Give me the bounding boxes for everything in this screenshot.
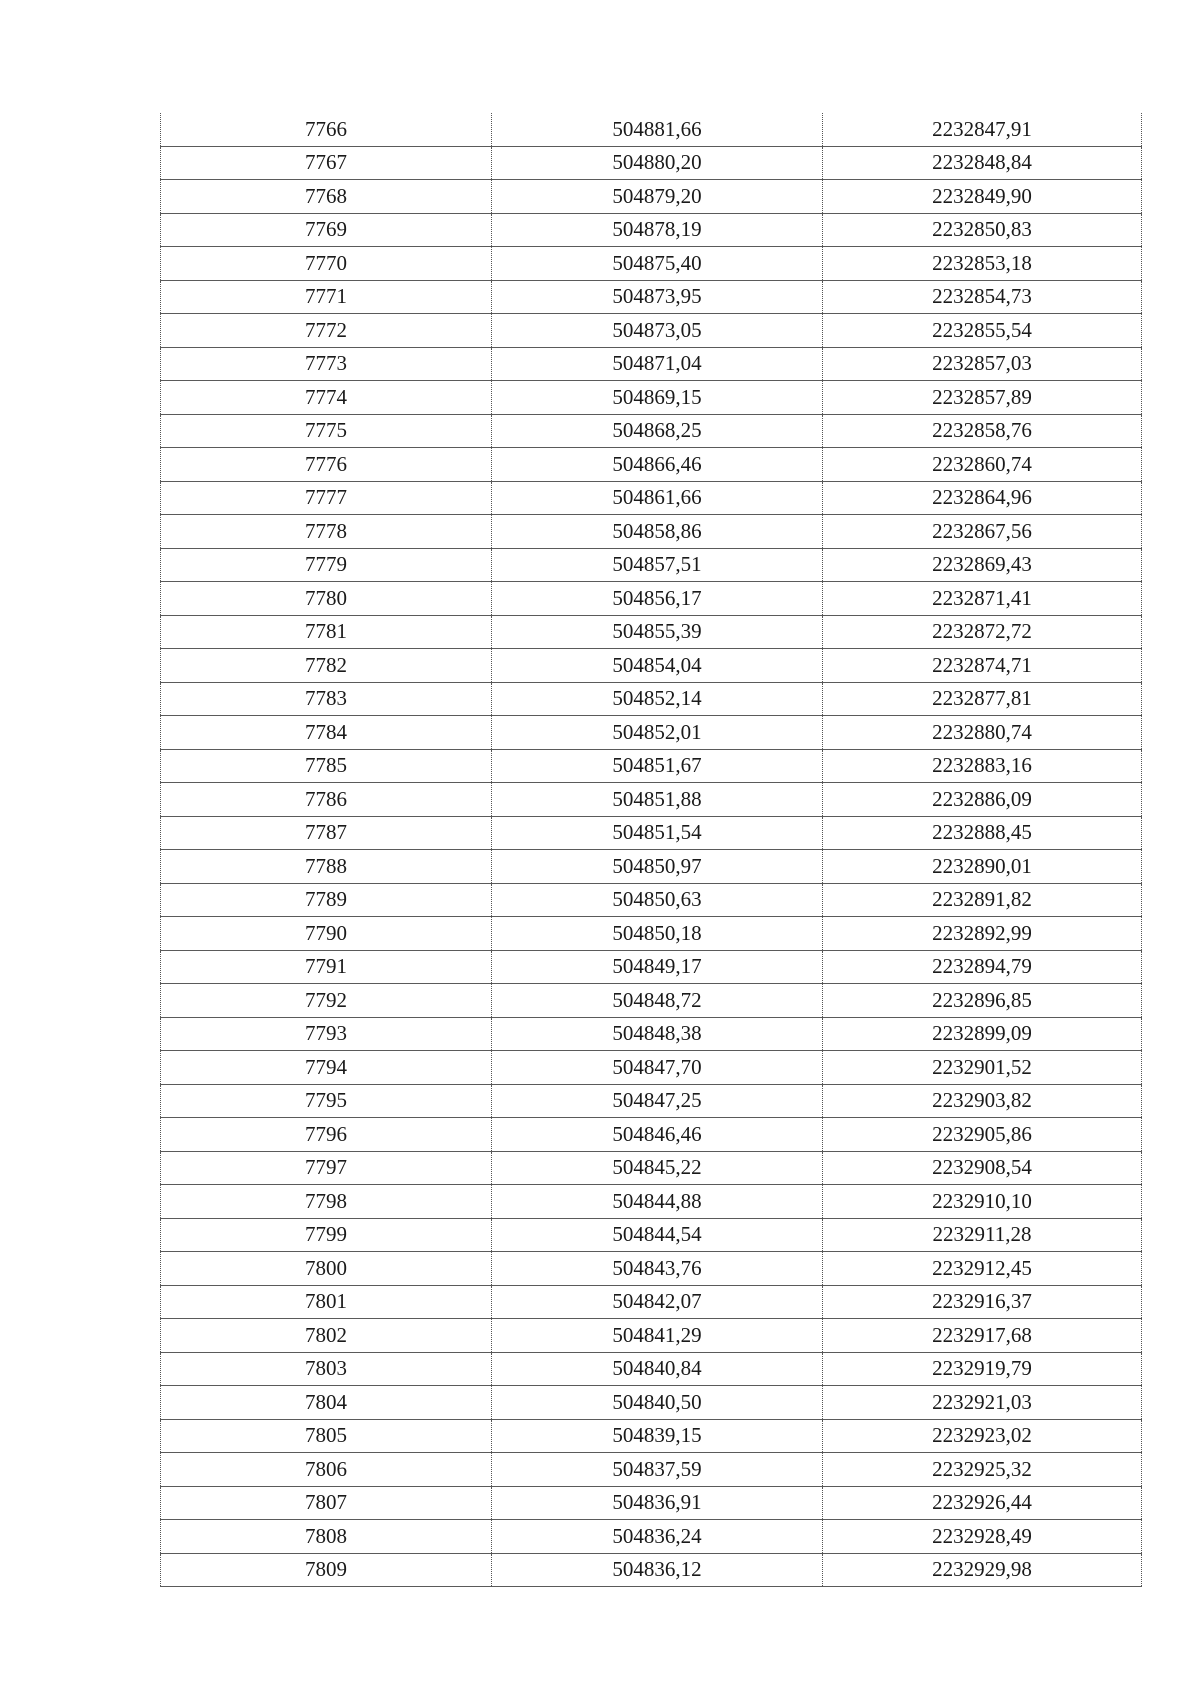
x-coordinate-cell: 504851,54 xyxy=(492,816,823,850)
x-coordinate-cell: 504846,46 xyxy=(492,1118,823,1152)
y-coordinate-cell: 2232919,79 xyxy=(823,1352,1142,1386)
y-coordinate-cell: 2232892,99 xyxy=(823,917,1142,951)
point-number-cell: 7807 xyxy=(161,1486,492,1520)
table-row xyxy=(161,1285,1142,1319)
y-coordinate-cell: 2232929,98 xyxy=(823,1553,1142,1587)
table-row xyxy=(161,548,1142,582)
table-row xyxy=(161,682,1142,716)
x-coordinate-cell: 504869,15 xyxy=(492,381,823,415)
point-number-cell: 7789 xyxy=(161,883,492,917)
y-coordinate-cell: 2232857,89 xyxy=(823,381,1142,415)
table-row xyxy=(161,883,1142,917)
point-number-cell: 7801 xyxy=(161,1285,492,1319)
y-coordinate-cell: 2232877,81 xyxy=(823,682,1142,716)
x-coordinate-cell: 504844,54 xyxy=(492,1218,823,1252)
y-coordinate-cell: 2232891,82 xyxy=(823,883,1142,917)
table-row xyxy=(161,1419,1142,1453)
point-number-cell: 7806 xyxy=(161,1453,492,1487)
x-coordinate-cell: 504850,18 xyxy=(492,917,823,951)
table-row xyxy=(161,950,1142,984)
table-row xyxy=(161,1017,1142,1051)
x-coordinate-cell: 504851,67 xyxy=(492,749,823,783)
point-number-cell: 7793 xyxy=(161,1017,492,1051)
table-row xyxy=(161,783,1142,817)
y-coordinate-cell: 2232886,09 xyxy=(823,783,1142,817)
point-number-cell: 7783 xyxy=(161,682,492,716)
table-row xyxy=(161,816,1142,850)
y-coordinate-cell: 2232912,45 xyxy=(823,1252,1142,1286)
table-row xyxy=(161,347,1142,381)
table-row xyxy=(161,749,1142,783)
point-number-cell: 7778 xyxy=(161,515,492,549)
table-row xyxy=(161,1151,1142,1185)
point-number-cell: 7794 xyxy=(161,1051,492,1085)
point-number-cell: 7799 xyxy=(161,1218,492,1252)
x-coordinate-cell: 504844,88 xyxy=(492,1185,823,1219)
point-number-cell: 7785 xyxy=(161,749,492,783)
y-coordinate-cell: 2232896,85 xyxy=(823,984,1142,1018)
x-coordinate-cell: 504843,76 xyxy=(492,1252,823,1286)
table-row xyxy=(161,984,1142,1018)
point-number-cell: 7776 xyxy=(161,448,492,482)
x-coordinate-cell: 504854,04 xyxy=(492,649,823,683)
point-number-cell: 7779 xyxy=(161,548,492,582)
y-coordinate-cell: 2232874,71 xyxy=(823,649,1142,683)
point-number-cell: 7802 xyxy=(161,1319,492,1353)
table-row xyxy=(161,1084,1142,1118)
point-number-cell: 7770 xyxy=(161,247,492,281)
x-coordinate-cell: 504873,05 xyxy=(492,314,823,348)
table-row xyxy=(161,615,1142,649)
table-row xyxy=(161,414,1142,448)
table-row xyxy=(161,1352,1142,1386)
x-coordinate-cell: 504847,70 xyxy=(492,1051,823,1085)
table-row xyxy=(161,1185,1142,1219)
table-row xyxy=(161,113,1142,146)
point-number-cell: 7797 xyxy=(161,1151,492,1185)
y-coordinate-cell: 2232926,44 xyxy=(823,1486,1142,1520)
table-row xyxy=(161,1051,1142,1085)
y-coordinate-cell: 2232872,72 xyxy=(823,615,1142,649)
table-row xyxy=(161,716,1142,750)
point-number-cell: 7796 xyxy=(161,1118,492,1152)
point-number-cell: 7791 xyxy=(161,950,492,984)
x-coordinate-cell: 504850,97 xyxy=(492,850,823,884)
x-coordinate-cell: 504858,86 xyxy=(492,515,823,549)
y-coordinate-cell: 2232858,76 xyxy=(823,414,1142,448)
x-coordinate-cell: 504848,38 xyxy=(492,1017,823,1051)
y-coordinate-cell: 2232869,43 xyxy=(823,548,1142,582)
point-number-cell: 7787 xyxy=(161,816,492,850)
point-number-cell: 7772 xyxy=(161,314,492,348)
x-coordinate-cell: 504837,59 xyxy=(492,1453,823,1487)
point-number-cell: 7804 xyxy=(161,1386,492,1420)
x-coordinate-cell: 504871,04 xyxy=(492,347,823,381)
x-coordinate-cell: 504845,22 xyxy=(492,1151,823,1185)
x-coordinate-cell: 504856,17 xyxy=(492,582,823,616)
x-coordinate-cell: 504849,17 xyxy=(492,950,823,984)
table-row xyxy=(161,448,1142,482)
y-coordinate-cell: 2232849,90 xyxy=(823,180,1142,214)
y-coordinate-cell: 2232857,03 xyxy=(823,347,1142,381)
y-coordinate-cell: 2232894,79 xyxy=(823,950,1142,984)
y-coordinate-cell: 2232905,86 xyxy=(823,1118,1142,1152)
point-number-cell: 7803 xyxy=(161,1352,492,1386)
point-number-cell: 7786 xyxy=(161,783,492,817)
y-coordinate-cell: 2232883,16 xyxy=(823,749,1142,783)
x-coordinate-cell: 504851,88 xyxy=(492,783,823,817)
table-row xyxy=(161,917,1142,951)
table-row xyxy=(161,1520,1142,1554)
x-coordinate-cell: 504839,15 xyxy=(492,1419,823,1453)
point-number-cell: 7788 xyxy=(161,850,492,884)
point-number-cell: 7780 xyxy=(161,582,492,616)
x-coordinate-cell: 504866,46 xyxy=(492,448,823,482)
point-number-cell: 7782 xyxy=(161,649,492,683)
point-number-cell: 7798 xyxy=(161,1185,492,1219)
table-row xyxy=(161,314,1142,348)
point-number-cell: 7767 xyxy=(161,146,492,180)
table-row xyxy=(161,381,1142,415)
y-coordinate-cell: 2232880,74 xyxy=(823,716,1142,750)
point-number-cell: 7775 xyxy=(161,414,492,448)
x-coordinate-cell: 504879,20 xyxy=(492,180,823,214)
y-coordinate-cell: 2232903,82 xyxy=(823,1084,1142,1118)
y-coordinate-cell: 2232848,84 xyxy=(823,146,1142,180)
x-coordinate-cell: 504878,19 xyxy=(492,213,823,247)
point-number-cell: 7781 xyxy=(161,615,492,649)
table-row xyxy=(161,481,1142,515)
table-row xyxy=(161,1319,1142,1353)
table-row xyxy=(161,515,1142,549)
x-coordinate-cell: 504842,07 xyxy=(492,1285,823,1319)
y-coordinate-cell: 2232855,54 xyxy=(823,314,1142,348)
x-coordinate-cell: 504850,63 xyxy=(492,883,823,917)
y-coordinate-cell: 2232928,49 xyxy=(823,1520,1142,1554)
y-coordinate-cell: 2232917,68 xyxy=(823,1319,1142,1353)
y-coordinate-cell: 2232867,56 xyxy=(823,515,1142,549)
x-coordinate-cell: 504852,14 xyxy=(492,682,823,716)
x-coordinate-cell: 504857,51 xyxy=(492,548,823,582)
point-number-cell: 7795 xyxy=(161,1084,492,1118)
y-coordinate-cell: 2232864,96 xyxy=(823,481,1142,515)
y-coordinate-cell: 2232850,83 xyxy=(823,213,1142,247)
y-coordinate-cell: 2232921,03 xyxy=(823,1386,1142,1420)
point-number-cell: 7771 xyxy=(161,280,492,314)
table-row xyxy=(161,247,1142,281)
x-coordinate-cell: 504875,40 xyxy=(492,247,823,281)
y-coordinate-cell: 2232853,18 xyxy=(823,247,1142,281)
point-number-cell: 7808 xyxy=(161,1520,492,1554)
y-coordinate-cell: 2232847,91 xyxy=(823,113,1142,146)
x-coordinate-cell: 504848,72 xyxy=(492,984,823,1018)
point-number-cell: 7768 xyxy=(161,180,492,214)
y-coordinate-cell: 2232908,54 xyxy=(823,1151,1142,1185)
table-row xyxy=(161,850,1142,884)
y-coordinate-cell: 2232890,01 xyxy=(823,850,1142,884)
point-number-cell: 7790 xyxy=(161,917,492,951)
y-coordinate-cell: 2232911,28 xyxy=(823,1218,1142,1252)
y-coordinate-cell: 2232901,52 xyxy=(823,1051,1142,1085)
table-row xyxy=(161,1486,1142,1520)
x-coordinate-cell: 504836,12 xyxy=(492,1553,823,1587)
y-coordinate-cell: 2232860,74 xyxy=(823,448,1142,482)
x-coordinate-cell: 504840,50 xyxy=(492,1386,823,1420)
point-number-cell: 7784 xyxy=(161,716,492,750)
table-row xyxy=(161,280,1142,314)
table-row xyxy=(161,649,1142,683)
point-number-cell: 7769 xyxy=(161,213,492,247)
y-coordinate-cell: 2232854,73 xyxy=(823,280,1142,314)
y-coordinate-cell: 2232916,37 xyxy=(823,1285,1142,1319)
x-coordinate-cell: 504840,84 xyxy=(492,1352,823,1386)
point-number-cell: 7805 xyxy=(161,1419,492,1453)
coordinates-table-body xyxy=(161,113,1142,1587)
x-coordinate-cell: 504873,95 xyxy=(492,280,823,314)
y-coordinate-cell: 2232871,41 xyxy=(823,582,1142,616)
coordinates-sheet xyxy=(160,113,1141,1587)
table-row xyxy=(161,146,1142,180)
coordinates-table xyxy=(160,113,1142,1587)
table-row xyxy=(161,1218,1142,1252)
point-number-cell: 7809 xyxy=(161,1553,492,1587)
x-coordinate-cell: 504836,24 xyxy=(492,1520,823,1554)
x-coordinate-cell: 504852,01 xyxy=(492,716,823,750)
y-coordinate-cell: 2232888,45 xyxy=(823,816,1142,850)
y-coordinate-cell: 2232923,02 xyxy=(823,1419,1142,1453)
y-coordinate-cell: 2232925,32 xyxy=(823,1453,1142,1487)
table-row xyxy=(161,1553,1142,1587)
x-coordinate-cell: 504836,91 xyxy=(492,1486,823,1520)
point-number-cell: 7800 xyxy=(161,1252,492,1286)
point-number-cell: 7766 xyxy=(161,113,492,146)
x-coordinate-cell: 504881,66 xyxy=(492,113,823,146)
x-coordinate-cell: 504841,29 xyxy=(492,1319,823,1353)
table-row xyxy=(161,582,1142,616)
table-row xyxy=(161,1386,1142,1420)
x-coordinate-cell: 504847,25 xyxy=(492,1084,823,1118)
x-coordinate-cell: 504880,20 xyxy=(492,146,823,180)
point-number-cell: 7774 xyxy=(161,381,492,415)
table-row xyxy=(161,180,1142,214)
table-row xyxy=(161,1453,1142,1487)
point-number-cell: 7777 xyxy=(161,481,492,515)
table-row xyxy=(161,213,1142,247)
x-coordinate-cell: 504868,25 xyxy=(492,414,823,448)
table-row xyxy=(161,1118,1142,1152)
y-coordinate-cell: 2232899,09 xyxy=(823,1017,1142,1051)
y-coordinate-cell: 2232910,10 xyxy=(823,1185,1142,1219)
x-coordinate-cell: 504861,66 xyxy=(492,481,823,515)
table-row xyxy=(161,1252,1142,1286)
point-number-cell: 7792 xyxy=(161,984,492,1018)
point-number-cell: 7773 xyxy=(161,347,492,381)
x-coordinate-cell: 504855,39 xyxy=(492,615,823,649)
